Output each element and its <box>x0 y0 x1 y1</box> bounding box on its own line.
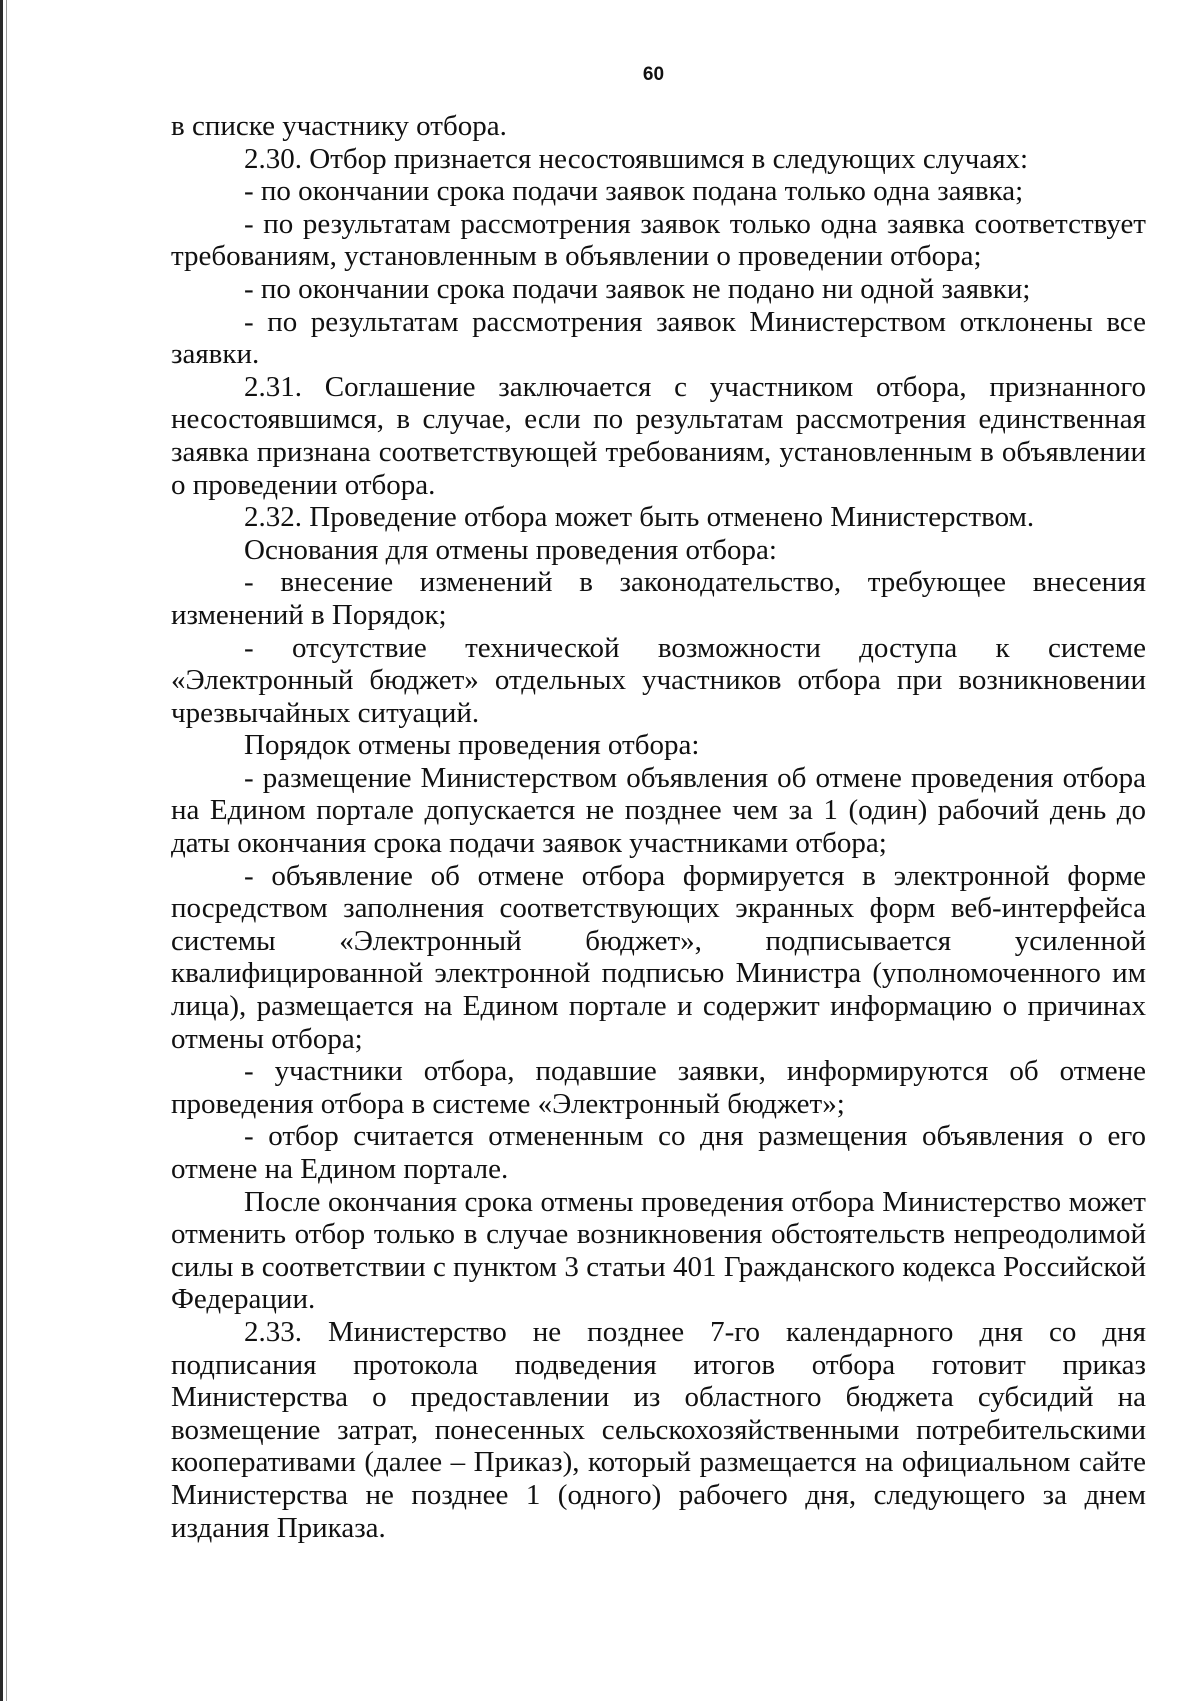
paragraph: Порядок отмены проведения отбора: <box>244 729 700 762</box>
list-item: - отсутствие технической возможности доступа к системе «Электронный бюджет» отдельных участников отбора при возникновении чрезвычайных ситуаций. <box>171 631 1146 729</box>
page-number: 60 <box>642 64 665 85</box>
list-item: - по окончании срока подачи заявок не подано ни одной заявки; <box>244 272 1031 305</box>
list-item: - размещение Министерством объявления об отмене проведения отбора на Едином портале допускается не позднее чем за 1 (один) рабочий день до даты окончания срока подачи заявок участниками отбора; <box>171 761 1146 860</box>
list-item: - по результатам рассмотрения заявок только одна заявка соответствует требованиям, установленным в объявлении о проведении отбора; <box>171 207 1146 273</box>
paragraph: После окончания срока отмены проведения отбора Министерство может отменить отбор только в случае возникновения обстоятельств непреодолимой силы в соответствии с пунктом 3 статьи 401 Гражданского кодекса Российской Федерации. <box>171 1185 1146 1316</box>
scan-border-left <box>0 0 3 1701</box>
scan-border-line <box>6 0 7 1701</box>
clause-2-30: 2.30. Отбор признается несостоявшимся в следующих случаях: <box>244 142 1029 175</box>
list-item: - участники отбора, подавшие заявки, информируются об отмене проведения отбора в системе «Электронный бюджет»; <box>171 1055 1146 1120</box>
list-item: - внесение изменений в законодательство, требующее внесения изменений в Порядок; <box>171 566 1146 631</box>
clause-2-33: 2.33. Министерство не позднее 7-го календарного дня со дня подписания протокола подведения итогов отбора готовит приказ Министерства о предоставлении из областного бюджета субсидий на возмещение затрат, понесенных сельскохозяйственными потребительскими кооперативами (далее – Приказ), который размещается на официальном сайте Министерства не позднее 1 (одного) рабочего дня, следующего за днем издания Приказа. <box>171 1315 1146 1544</box>
paragraph: Основания для отмены проведения отбора: <box>244 533 777 566</box>
list-item: - по результатам рассмотрения заявок Министерством отклонены все заявки. <box>171 305 1146 371</box>
list-item: - отбор считается отмененным со дня размещения объявления о его отмене на Едином портале. <box>171 1120 1146 1185</box>
clause-2-32: 2.32. Проведение отбора может быть отменено Министерством. <box>244 501 1035 534</box>
document-body <box>171 110 1146 1544</box>
paragraph-continuation: в списке участнику отбора. <box>171 110 507 142</box>
list-item: - объявление об отмене отбора формируется в электронной форме посредством заполнения соответствующих экранных форм веб-интерфейса системы «Электронный бюджет», подписывается усиленной квалифицированной электронной подписью Министра (уполномоченного им лица), размещается на Едином портале и содержит информацию о причинах отмены отбора; <box>171 859 1146 1055</box>
list-item: - по окончании срока подачи заявок подана только одна заявка; <box>244 175 1024 208</box>
clause-2-31: 2.31. Соглашение заключается с участником отбора, признанного несостоявшимся, в случае, если по результатам рассмотрения единственная заявка признана соответствующей требованиям, установленным в объявлении о проведении отбора. <box>171 370 1146 501</box>
